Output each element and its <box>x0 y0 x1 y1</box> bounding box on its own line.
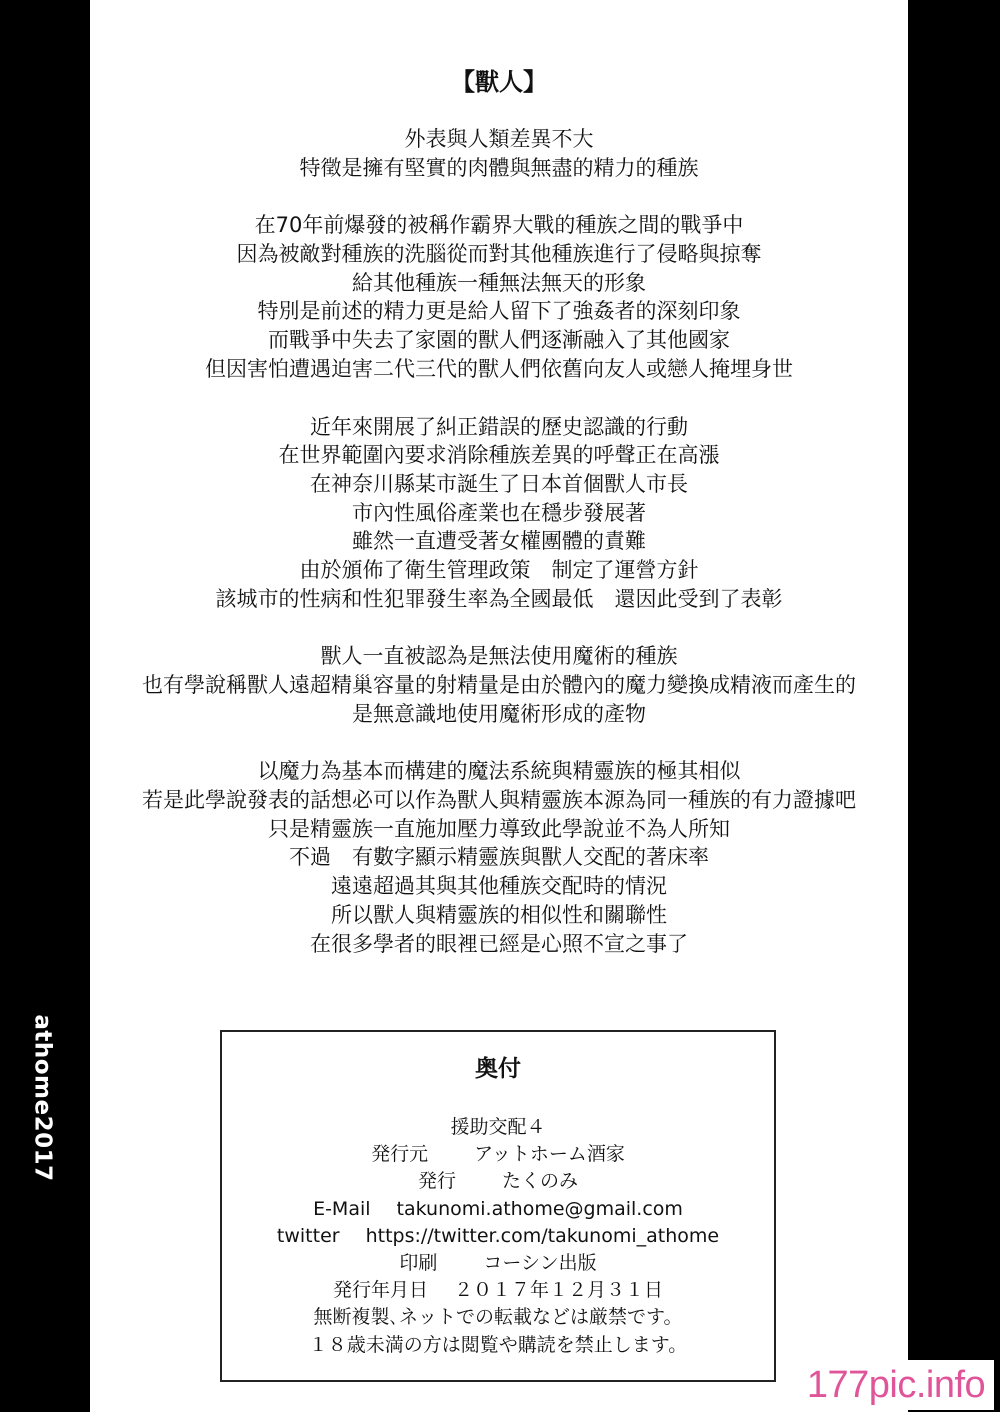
text-line: 以魔力為基本而構建的魔法系統與精靈族的極其相似 <box>257 759 741 784</box>
text-line: 獸人一直被認為是無法使用魔術的種族 <box>320 644 678 669</box>
twitter-label: twitter <box>276 1224 340 1247</box>
twitter-value: https://twitter.com/takunomi_athome <box>365 1224 720 1247</box>
text-line: 外表與人類差異不大 <box>404 127 594 151</box>
publisher-value: アットホーム酒家 <box>474 1143 625 1166</box>
publisher-label: 発行元 <box>371 1143 429 1166</box>
text-line: 只是精靈族一直施加壓力導致此學說並不為人所知 <box>268 816 730 841</box>
text-line: 是無意識地使用魔術形成的產物 <box>352 701 646 726</box>
text-line: 市內性風俗產業也在穩步發展著 <box>352 500 646 525</box>
text-line: 在70年前爆發的被稱作霸界大戰的種族之間的戰爭中 <box>254 213 744 238</box>
text-line: 由於頒佈了衛生管理政策 制定了運營方針 <box>299 557 699 582</box>
page <box>90 0 908 1412</box>
colophon-title: 奥付 <box>475 1056 521 1082</box>
text-line: 給其他種族一種無法無天的形象 <box>352 270 646 295</box>
colophon-details <box>222 1114 774 1359</box>
text-line: 但因害怕遭遇迫害二代三代的獸人們依舊向友人或戀人掩埋身世 <box>205 356 793 381</box>
email-label: E-Mail <box>313 1197 371 1220</box>
text-line: 近年來開展了糾正錯誤的歷史認識的行動 <box>310 414 688 439</box>
printer-label: 印刷 <box>399 1251 438 1274</box>
text-line: 該城市的性病和性犯罪發生率為全國最低 還因此受到了表彰 <box>215 586 783 611</box>
text-line: 而戰爭中失去了家園的獸人們逐漸融入了其他國家 <box>268 328 730 353</box>
text-line: 遠遠超過其與其他種族交配時的情況 <box>331 874 667 899</box>
body-text <box>90 125 908 987</box>
paragraph <box>90 757 908 958</box>
notice-line: １８歳未満の方は閲覧や購読を禁止します。 <box>308 1333 688 1356</box>
date-value: ２０１７年１２月３１日 <box>454 1279 664 1302</box>
text-line: 所以獸人與精靈族的相似性和關聯性 <box>331 902 667 927</box>
text-line: 雖然一直遭受著女權團體的責難 <box>352 529 646 554</box>
paragraph <box>90 642 908 728</box>
issuer-label: 発行 <box>417 1170 456 1193</box>
twitter-row <box>222 1223 774 1250</box>
text-line: 特別是前述的精力更是給人留下了強姦者的深刻印象 <box>257 299 741 324</box>
paragraph <box>90 413 908 614</box>
email-value: takunomi.athome@gmail.com <box>396 1197 683 1220</box>
watermark <box>798 1360 994 1410</box>
page-heading: 【獸人】 <box>451 68 547 96</box>
book-title: 援助交配４ <box>450 1116 546 1138</box>
date-row <box>222 1277 774 1304</box>
side-mark <box>28 1014 58 1182</box>
notice-line: 無断複製､ネットでの転載などは厳禁です。 <box>313 1306 683 1329</box>
text-line: 特徵是擁有堅實的肉體與無盡的精力的種族 <box>299 155 699 180</box>
text-line: 在很多學者的眼裡已經是心照不宣之事了 <box>310 931 688 956</box>
text-line: 若是此學說發表的話想必可以作為獸人與精靈族本源為同一種族的有力證據吧 <box>142 788 856 813</box>
paragraph <box>90 125 908 182</box>
text-line: 因為被敵對種族的洗腦從而對其他種族進行了侵略與掠奪 <box>236 242 762 267</box>
issuer-value: たくのみ <box>502 1170 579 1193</box>
email-row <box>222 1196 774 1223</box>
publisher-row <box>222 1141 774 1168</box>
text-line: 在世界範圍內要求消除種族差異的呼聲正在高漲 <box>278 443 720 468</box>
printer-row <box>222 1250 774 1277</box>
colophon-box <box>220 1030 776 1382</box>
text-line: 在神奈川縣某市誕生了日本首個獸人市長 <box>310 471 688 496</box>
text-line: 不過 有數字顯示精靈族與獸人交配的著床率 <box>289 845 709 870</box>
printer-value: コーシン出版 <box>483 1251 597 1274</box>
side-mark-text: athome2017 <box>30 1014 56 1182</box>
date-label: 発行年月日 <box>332 1279 428 1302</box>
paragraph <box>90 211 908 383</box>
text-line: 也有學說稱獸人遠超精巢容量的射精量是由於體內的魔力變換成精液而產生的 <box>142 673 856 697</box>
issuer-row <box>222 1168 774 1195</box>
watermark-text: 177pic.info <box>806 1363 986 1406</box>
